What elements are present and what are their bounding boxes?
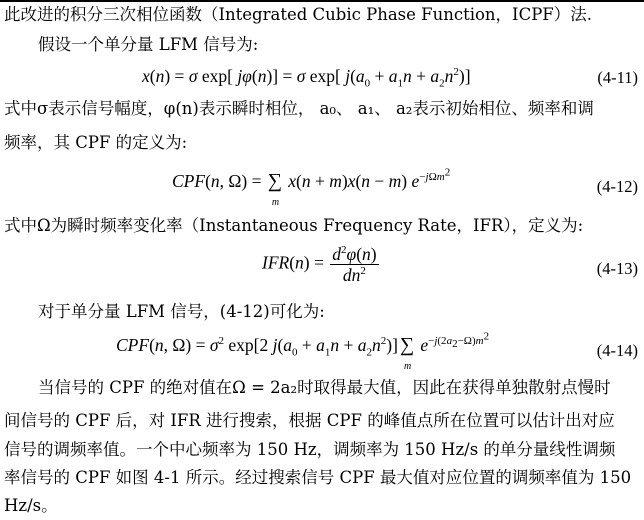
text-line-9: 信号的调频率值。一个中心频率为 150 Hz，调频率为 150 Hz/s 的单分量线性调频 <box>4 440 616 459</box>
text-line-5: 式中Ω为瞬时频率变化率（Instantaneous Frequency Rate，IFR），定义为: <box>4 216 584 235</box>
text-line-3: 式中σ表示信号幅度，φ(n)表示瞬时相位， a₀、 a₁、 a₂表示初始相位、频率和调 <box>4 99 594 118</box>
equation-4-11: x(n) = σ exp[ jφ(n)] = σ exp[ $j(a_0 + a_1n + a_2n^2)$] <box>142 66 471 90</box>
text-line-1: 此改进的积分三次相位函数（Integrated Cubic Phase Function，ICPF）法. <box>4 5 592 24</box>
equation-4-14: CPF(n, $\Omega) = \sigma^2$ exp[2 $j(a_0 + a_1n + a_2n^2)]\sum$ m $e^{-j(2a_2-\Omega)m^2}$ <box>116 330 490 372</box>
text-line-7: 当信号的 CPF 的绝对值在Ω = 2a₂时取得最大值，因此在获得单独散射点慢时 <box>38 378 611 397</box>
text-line-2: 假设一个单分量 LFM 信号为: <box>38 35 259 54</box>
equation-number-4-11: (4-11) <box>597 68 638 87</box>
top-rule <box>0 0 644 2</box>
text-line-10: 率信号的 CPF 如图 4-1 所示。经过搜索信号 CPF 最大值对应位置的调频率值为 150 <box>4 468 632 487</box>
text-line-6: 对于单分量 LFM 信号，(4-12)可化为: <box>38 302 325 321</box>
equation-4-13: IFR(n) = $\frac{d^2\varphi(n)}{dn^2}$ <box>262 244 377 285</box>
text-line-4: 频率，其 CPF 的定义为: <box>4 133 188 152</box>
text-line-11: Hz/s。 <box>4 496 58 515</box>
text-line-8: 间信号的 CPF 后，对 IFR 进行搜索，根据 CPF 的峰值点所在位置可以估计出对应 <box>4 411 615 430</box>
equation-number-4-14: (4-14) <box>596 341 638 360</box>
equation-4-12: CPF(n, Ω) = ∑ m x(n + m)x(n − m) $e^{-j\Omega m^2}$ <box>172 166 451 208</box>
equation-number-4-12: (4-12) <box>596 177 638 196</box>
equation-number-4-13: (4-13) <box>596 259 638 278</box>
